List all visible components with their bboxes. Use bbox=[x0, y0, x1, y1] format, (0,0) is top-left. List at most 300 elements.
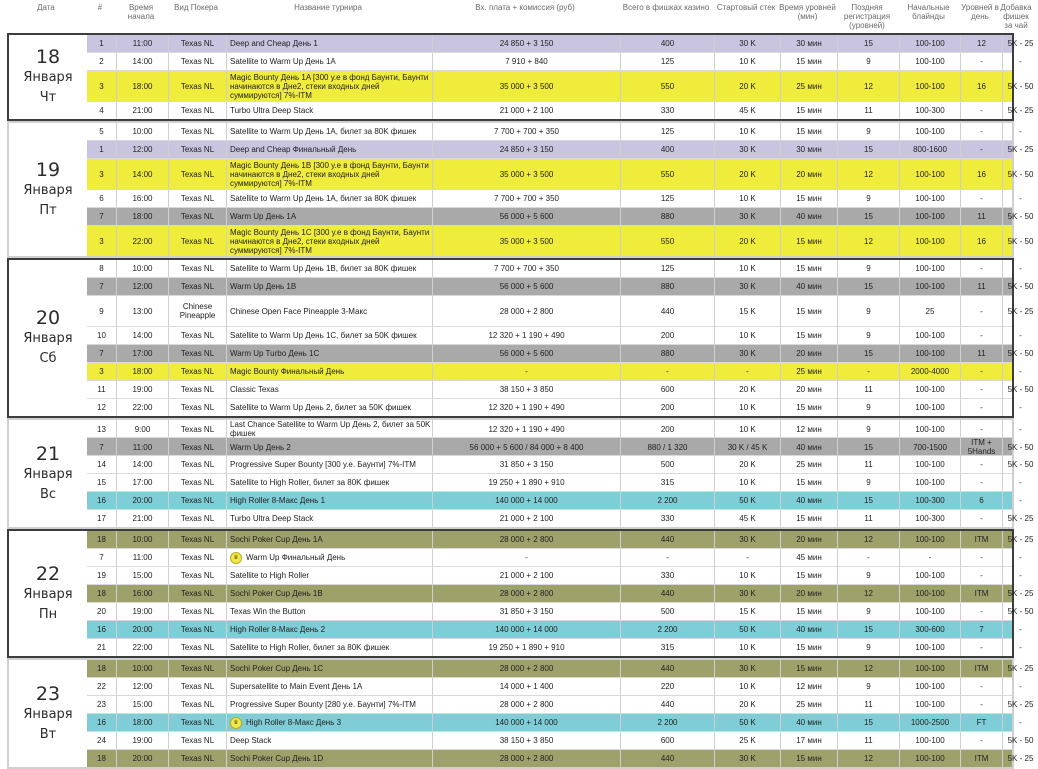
cell-t: 14:00 bbox=[117, 456, 169, 473]
cell-stack: 10 K bbox=[715, 420, 781, 438]
cell-lpd: 11 bbox=[961, 345, 1003, 362]
cell-blinds: 100-100 bbox=[900, 531, 961, 548]
cell-late: 15 bbox=[838, 278, 900, 295]
table-row bbox=[87, 714, 1022, 732]
cell-stack: 20 K bbox=[715, 696, 781, 713]
tournament-name: High Roller 8-Макс День 3 bbox=[246, 718, 342, 727]
table-row bbox=[87, 123, 1022, 141]
cell-fee: 24 850 + 3 150 bbox=[433, 141, 621, 158]
cell-blinds: 100-100 bbox=[900, 159, 961, 189]
cell-fee: 56 000 + 5 600 bbox=[433, 278, 621, 295]
cell-lvl: 15 мин bbox=[781, 750, 838, 767]
cell-lpd: ITM bbox=[961, 750, 1003, 767]
day-num: 20 bbox=[35, 307, 61, 329]
cell-late: 11 bbox=[838, 696, 900, 713]
cell-n: 21 bbox=[87, 639, 117, 656]
cell-blinds: 100-100 bbox=[900, 603, 961, 620]
cell-chips: 440 bbox=[621, 696, 715, 713]
table-row bbox=[87, 549, 1022, 567]
cell-add: - bbox=[1019, 682, 1022, 691]
table-row bbox=[87, 226, 1034, 256]
cell-t: 11:00 bbox=[117, 438, 169, 456]
cell-name: Texas Win the Button bbox=[227, 603, 433, 620]
cell-lpd: 16 bbox=[961, 71, 1003, 101]
cell-name bbox=[227, 714, 433, 731]
cell-chips: 125 bbox=[621, 53, 715, 70]
cell-n: 9 bbox=[87, 296, 117, 326]
day-num: 23 bbox=[35, 682, 61, 705]
cell-lvl: 40 мин bbox=[781, 208, 838, 225]
cell-lpd: - bbox=[961, 296, 1003, 326]
header-cell: Вид Покера bbox=[174, 3, 218, 12]
cell-g: Texas NL bbox=[169, 456, 227, 473]
cell-n: 18 bbox=[87, 750, 117, 767]
header-cell: Вх. плата + комиссия (руб) bbox=[475, 3, 575, 12]
cell-n: 7 bbox=[87, 549, 117, 566]
day-block bbox=[7, 121, 1034, 258]
table-row bbox=[87, 732, 1034, 750]
cell-fee: 28 000 + 2 800 bbox=[433, 750, 621, 767]
cell-blinds: 100-300 bbox=[900, 510, 961, 527]
cell-late: 15 bbox=[838, 438, 900, 456]
cell-t: 18:00 bbox=[117, 363, 169, 380]
cell-n: 1 bbox=[87, 141, 117, 158]
cell-t: 14:00 bbox=[117, 159, 169, 189]
cell-stack: 30 K bbox=[715, 750, 781, 767]
cell-stack: 20 K bbox=[715, 159, 781, 189]
cell-lvl: 15 мин bbox=[781, 53, 838, 70]
cell-blinds: 100-100 bbox=[900, 585, 961, 602]
table-row bbox=[87, 585, 1034, 603]
cell-late: 9 bbox=[838, 639, 900, 656]
table-row bbox=[87, 474, 1022, 492]
cell-t: 18:00 bbox=[117, 208, 169, 225]
cell-blinds: 100-100 bbox=[900, 327, 961, 344]
cell-g: Texas NL bbox=[169, 260, 227, 277]
cell-t: 12:00 bbox=[117, 278, 169, 295]
cell-fee: 31 850 + 3 150 bbox=[433, 603, 621, 620]
cell-name: Deep and Cheap Финальный День bbox=[227, 141, 433, 158]
cell-n: 3 bbox=[87, 159, 117, 189]
cell-lpd: - bbox=[961, 549, 1003, 566]
cell-late: 15 bbox=[838, 35, 900, 52]
cell-late: 15 bbox=[838, 345, 900, 362]
cell-n: 6 bbox=[87, 190, 117, 207]
table-row bbox=[87, 660, 1034, 678]
cell-blinds: 100-100 bbox=[900, 456, 961, 473]
cell-n: 18 bbox=[87, 660, 117, 677]
cell-stack: 30 K bbox=[715, 35, 781, 52]
cell-stack: 50 K bbox=[715, 492, 781, 509]
cell-lvl: 15 мин bbox=[781, 327, 838, 344]
cell-t: 19:00 bbox=[117, 381, 169, 398]
cell-n: 16 bbox=[87, 621, 117, 638]
cell-blinds: 100-100 bbox=[900, 696, 961, 713]
cell-late: 9 bbox=[838, 123, 900, 140]
cell-add: - bbox=[1019, 718, 1022, 727]
cell-n: 3 bbox=[87, 226, 117, 256]
cell-g: Texas NL bbox=[169, 141, 227, 158]
cell-add: - bbox=[1019, 127, 1022, 136]
cell-add: 5K - 25 bbox=[1007, 106, 1034, 115]
cell-stack: 15 K bbox=[715, 603, 781, 620]
cell-name: Satellite to High Roller bbox=[227, 567, 433, 584]
coin-icon: ♛ bbox=[230, 717, 242, 729]
cell-add: 5K - 50 bbox=[1007, 349, 1034, 358]
cell-g: Texas NL bbox=[169, 639, 227, 656]
cell-blinds: 800-1600 bbox=[900, 141, 961, 158]
cell-lvl: 25 мин bbox=[781, 696, 838, 713]
cell-lvl: 25 мин bbox=[781, 363, 838, 380]
cell-name: Warm Up День 2 bbox=[227, 438, 433, 456]
cell-chips: 330 bbox=[621, 510, 715, 527]
cell-lvl: 40 мин bbox=[781, 278, 838, 295]
cell-lvl: 15 мин bbox=[781, 639, 838, 656]
cell-t: 22:00 bbox=[117, 639, 169, 656]
cell-late: 15 bbox=[838, 141, 900, 158]
cell-name: Magic Bounty День 1A [300 у.е в фонд Баунти, Баунти начинаются в Дне2, стеки входных дней суммируются] 7%-ITM bbox=[227, 71, 433, 101]
cell-n: 13 bbox=[87, 420, 117, 438]
cell-blinds: 100-100 bbox=[900, 208, 961, 225]
cell-n: 22 bbox=[87, 678, 117, 695]
cell-chips: 500 bbox=[621, 603, 715, 620]
cell-stack: 45 K bbox=[715, 510, 781, 527]
cell-lpd: ITM bbox=[961, 531, 1003, 548]
table-row bbox=[87, 278, 1034, 296]
cell-stack: 30 K / 45 K bbox=[715, 438, 781, 456]
cell-lvl: 15 мин bbox=[781, 567, 838, 584]
table-row bbox=[87, 345, 1034, 363]
cell-chips: 2 200 bbox=[621, 714, 715, 731]
cell-chips: 440 bbox=[621, 296, 715, 326]
cell-g: Texas NL bbox=[169, 531, 227, 548]
cell-t: 12:00 bbox=[117, 141, 169, 158]
cell-add: 5K - 25 bbox=[1007, 754, 1034, 763]
cell-stack: 10 K bbox=[715, 567, 781, 584]
cell-lpd: 11 bbox=[961, 278, 1003, 295]
cell-fee: 38 150 + 3 850 bbox=[433, 381, 621, 398]
cell-g: Texas NL bbox=[169, 208, 227, 225]
cell-name: Turbo Ultra Deep Stack bbox=[227, 102, 433, 119]
cell-stack: 30 K bbox=[715, 278, 781, 295]
day-block bbox=[7, 418, 1034, 529]
header-cell: Время начала bbox=[127, 3, 155, 21]
cell-t: 21:00 bbox=[117, 510, 169, 527]
cell-chips: - bbox=[621, 549, 715, 566]
cell-add: - bbox=[1019, 57, 1022, 66]
cell-add: 5K - 25 bbox=[1007, 535, 1034, 544]
cell-chips: 600 bbox=[621, 732, 715, 749]
cell-t: 22:00 bbox=[117, 399, 169, 416]
cell-lvl: 15 мин bbox=[781, 510, 838, 527]
coin-icon: ♛ bbox=[230, 552, 242, 564]
schedule-table bbox=[0, 33, 1034, 769]
table-row bbox=[87, 35, 1034, 53]
cell-chips: 400 bbox=[621, 141, 715, 158]
cell-n: 19 bbox=[87, 567, 117, 584]
table-row bbox=[87, 399, 1022, 416]
cell-lpd: - bbox=[961, 190, 1003, 207]
cell-add: - bbox=[1019, 264, 1022, 273]
cell-late: 9 bbox=[838, 603, 900, 620]
cell-t: 10:00 bbox=[117, 123, 169, 140]
cell-t: 21:00 bbox=[117, 102, 169, 119]
cell-name: Satellite to Warm Up День 1C, билет за 50K фишек bbox=[227, 327, 433, 344]
cell-lpd: FT bbox=[961, 714, 1003, 731]
cell-lpd: - bbox=[961, 123, 1003, 140]
cell-blinds: 100-100 bbox=[900, 420, 961, 438]
cell-late: 9 bbox=[838, 420, 900, 438]
cell-add: - bbox=[1019, 194, 1022, 203]
cell-lvl: 15 мин bbox=[781, 660, 838, 677]
cell-blinds: 2000-4000 bbox=[900, 363, 961, 380]
cell-stack: 10 K bbox=[715, 123, 781, 140]
table-row bbox=[87, 750, 1034, 767]
cell-t: 12:00 bbox=[117, 678, 169, 695]
cell-n: 23 bbox=[87, 696, 117, 713]
cell-blinds: 100-300 bbox=[900, 102, 961, 119]
cell-name: Magic Bounty Финальный День bbox=[227, 363, 433, 380]
cell-blinds: 100-100 bbox=[900, 260, 961, 277]
table-row bbox=[87, 696, 1034, 714]
cell-name: Supersatellite to Main Event День 1A bbox=[227, 678, 433, 695]
cell-t: 10:00 bbox=[117, 531, 169, 548]
cell-t: 9:00 bbox=[117, 420, 169, 438]
cell-late: 15 bbox=[838, 714, 900, 731]
cell-fee: 56 000 + 5 600 bbox=[433, 208, 621, 225]
cell-chips: 125 bbox=[621, 123, 715, 140]
cell-fee: 12 320 + 1 190 + 490 bbox=[433, 420, 621, 438]
cell-n: 14 bbox=[87, 456, 117, 473]
cell-lvl: 15 мин bbox=[781, 102, 838, 119]
cell-lvl: 25 мин bbox=[781, 456, 838, 473]
table-row bbox=[87, 159, 1034, 190]
cell-name bbox=[227, 549, 433, 566]
cell-stack: 30 K bbox=[715, 345, 781, 362]
table-row bbox=[87, 363, 1022, 381]
table-row bbox=[87, 190, 1022, 208]
cell-name: Satellite to Warm Up День 1B, билет за 80K фишек bbox=[227, 260, 433, 277]
cell-stack: 10 K bbox=[715, 474, 781, 491]
cell-lvl: 40 мин bbox=[781, 438, 838, 456]
cell-n: 24 bbox=[87, 732, 117, 749]
cell-stack: 20 K bbox=[715, 456, 781, 473]
cell-t: 20:00 bbox=[117, 750, 169, 767]
cell-late: 12 bbox=[838, 660, 900, 677]
cell-name: Warm Up День 1B bbox=[227, 278, 433, 295]
cell-late: 9 bbox=[838, 190, 900, 207]
cell-fee: 19 250 + 1 890 + 910 bbox=[433, 474, 621, 491]
cell-lvl: 15 мин bbox=[781, 399, 838, 416]
cell-t: 13:00 bbox=[117, 296, 169, 326]
cell-late: 9 bbox=[838, 260, 900, 277]
day-block bbox=[7, 658, 1034, 769]
cell-lpd: - bbox=[961, 678, 1003, 695]
cell-lpd: - bbox=[961, 732, 1003, 749]
cell-lpd: - bbox=[961, 53, 1003, 70]
cell-add: 5K - 50 bbox=[1007, 607, 1034, 616]
cell-t: 16:00 bbox=[117, 190, 169, 207]
cell-t: 20:00 bbox=[117, 621, 169, 638]
table-row bbox=[87, 621, 1022, 639]
cell-name: Chinese Open Face Pineapple 3-Макс bbox=[227, 296, 433, 326]
cell-lpd: ITM bbox=[961, 585, 1003, 602]
cell-g: Texas NL bbox=[169, 750, 227, 767]
cell-lpd: - bbox=[961, 102, 1003, 119]
cell-fee: 35 000 + 3 500 bbox=[433, 159, 621, 189]
cell-add: - bbox=[1019, 571, 1022, 580]
cell-t: 11:00 bbox=[117, 35, 169, 52]
table-row bbox=[87, 567, 1022, 585]
cell-fee: 21 000 + 2 100 bbox=[433, 510, 621, 527]
header-cell: Начальные блайнды bbox=[907, 3, 950, 21]
cell-add: - bbox=[1019, 331, 1022, 340]
cell-blinds: 100-100 bbox=[900, 278, 961, 295]
cell-lvl: 20 мин bbox=[781, 159, 838, 189]
cell-blinds: 100-100 bbox=[900, 345, 961, 362]
cell-blinds: 100-100 bbox=[900, 190, 961, 207]
cell-chips: - bbox=[621, 363, 715, 380]
cell-name: Sochi Poker Cup День 1B bbox=[227, 585, 433, 602]
cell-chips: 315 bbox=[621, 639, 715, 656]
header-cell: # bbox=[97, 3, 103, 12]
cell-g: Texas NL bbox=[169, 53, 227, 70]
cell-blinds: 100-100 bbox=[900, 123, 961, 140]
cell-late: 15 bbox=[838, 492, 900, 509]
day-num: 18 bbox=[35, 46, 61, 68]
cell-chips: 440 bbox=[621, 531, 715, 548]
cell-n: 17 bbox=[87, 510, 117, 527]
cell-stack: 10 K bbox=[715, 639, 781, 656]
cell-name: Deep Stack bbox=[227, 732, 433, 749]
cell-g: Texas NL bbox=[169, 678, 227, 695]
cell-g: Texas NL bbox=[169, 621, 227, 638]
cell-lvl: 20 мин bbox=[781, 345, 838, 362]
cell-n: 1 bbox=[87, 35, 117, 52]
cell-n: 4 bbox=[87, 102, 117, 119]
cell-late: 12 bbox=[838, 71, 900, 101]
cell-fee: 7 910 + 840 bbox=[433, 53, 621, 70]
cell-late: 15 bbox=[838, 208, 900, 225]
cell-t: 22:00 bbox=[117, 226, 169, 256]
cell-late: 9 bbox=[838, 678, 900, 695]
cell-t: 14:00 bbox=[117, 327, 169, 344]
cell-g: Texas NL bbox=[169, 549, 227, 566]
cell-add: 5K - 25 bbox=[1007, 145, 1034, 154]
cell-fee: 31 850 + 3 150 bbox=[433, 456, 621, 473]
cell-chips: 2 200 bbox=[621, 492, 715, 509]
cell-fee: 21 000 + 2 100 bbox=[433, 567, 621, 584]
cell-lpd: 6 bbox=[961, 492, 1003, 509]
cell-g: Texas NL bbox=[169, 420, 227, 438]
cell-fee: 140 000 + 14 000 bbox=[433, 492, 621, 509]
header-cell: Название турнира bbox=[294, 3, 362, 12]
cell-lpd: - bbox=[961, 696, 1003, 713]
cell-lpd: 7 bbox=[961, 621, 1003, 638]
cell-blinds: 100-100 bbox=[900, 226, 961, 256]
cell-g: Texas NL bbox=[169, 732, 227, 749]
cell-name: Satellite to Warm Up День 1A, билет за 80K фишек bbox=[227, 123, 433, 140]
cell-n: 16 bbox=[87, 714, 117, 731]
cell-stack: 50 K bbox=[715, 621, 781, 638]
cell-chips: 400 bbox=[621, 35, 715, 52]
cell-fee: 7 700 + 700 + 350 bbox=[433, 123, 621, 140]
day-label bbox=[9, 35, 87, 119]
cell-name: Satellite to Warm Up День 1A, билет за 80K фишек bbox=[227, 190, 433, 207]
cell-lpd: 16 bbox=[961, 159, 1003, 189]
cell-lvl: 15 мин bbox=[781, 123, 838, 140]
day-month: Января bbox=[23, 706, 73, 722]
cell-t: 16:00 bbox=[117, 585, 169, 602]
cell-late: 9 bbox=[838, 327, 900, 344]
cell-g: Texas NL bbox=[169, 492, 227, 509]
cell-stack: 10 K bbox=[715, 678, 781, 695]
cell-lvl: 25 мин bbox=[781, 71, 838, 101]
cell-add: 5K - 50 bbox=[1007, 442, 1034, 452]
cell-late: 12 bbox=[838, 159, 900, 189]
cell-late: 9 bbox=[838, 567, 900, 584]
cell-blinds: 100-100 bbox=[900, 732, 961, 749]
cell-late: 12 bbox=[838, 531, 900, 548]
cell-stack: 10 K bbox=[715, 260, 781, 277]
cell-name: High Roller 8-Макс День 1 bbox=[227, 492, 433, 509]
cell-lpd: 11 bbox=[961, 208, 1003, 225]
cell-stack: 30 K bbox=[715, 141, 781, 158]
day-month: Января bbox=[23, 586, 73, 602]
table-row bbox=[87, 438, 1034, 456]
day-month: Января bbox=[23, 70, 73, 85]
cell-blinds: 300-600 bbox=[900, 621, 961, 638]
cell-fee: 21 000 + 2 100 bbox=[433, 102, 621, 119]
cell-g: Texas NL bbox=[169, 190, 227, 207]
cell-lvl: 20 мин bbox=[781, 585, 838, 602]
header-cell: Добавка фишек за чай bbox=[1000, 3, 1032, 30]
cell-add: 5K - 25 bbox=[1007, 664, 1034, 673]
cell-g: Texas NL bbox=[169, 71, 227, 101]
day-label bbox=[9, 123, 87, 256]
cell-n: 7 bbox=[87, 278, 117, 295]
cell-add: 5K - 25 bbox=[1007, 589, 1034, 598]
cell-blinds: - bbox=[900, 549, 961, 566]
cell-chips: 200 bbox=[621, 420, 715, 438]
table-row bbox=[87, 141, 1034, 159]
cell-name: Satellite to High Roller, билет за 80K фишек bbox=[227, 474, 433, 491]
cell-add: 5K - 25 bbox=[1007, 39, 1034, 48]
cell-chips: 880 bbox=[621, 278, 715, 295]
cell-add: - bbox=[1019, 424, 1022, 434]
cell-stack: 20 K bbox=[715, 71, 781, 101]
day-weekday: Пн bbox=[38, 606, 58, 622]
cell-add: - bbox=[1019, 643, 1022, 652]
day-weekday: Пт bbox=[39, 202, 57, 218]
cell-stack: 25 K bbox=[715, 732, 781, 749]
cell-late: 11 bbox=[838, 510, 900, 527]
day-block bbox=[7, 529, 1034, 658]
cell-blinds: 100-300 bbox=[900, 492, 961, 509]
cell-t: 17:00 bbox=[117, 474, 169, 491]
header-cell: Поздняя регистрация (уровней) bbox=[843, 3, 891, 30]
cell-lvl: 15 мин bbox=[781, 296, 838, 326]
cell-stack: 20 K bbox=[715, 381, 781, 398]
cell-chips: 330 bbox=[621, 102, 715, 119]
cell-stack: 45 K bbox=[715, 102, 781, 119]
cell-chips: 550 bbox=[621, 226, 715, 256]
cell-fee: 38 150 + 3 850 bbox=[433, 732, 621, 749]
cell-name: Sochi Poker Cup День 1C bbox=[227, 660, 433, 677]
cell-g: Texas NL bbox=[169, 35, 227, 52]
cell-late: 9 bbox=[838, 53, 900, 70]
cell-chips: 880 bbox=[621, 345, 715, 362]
